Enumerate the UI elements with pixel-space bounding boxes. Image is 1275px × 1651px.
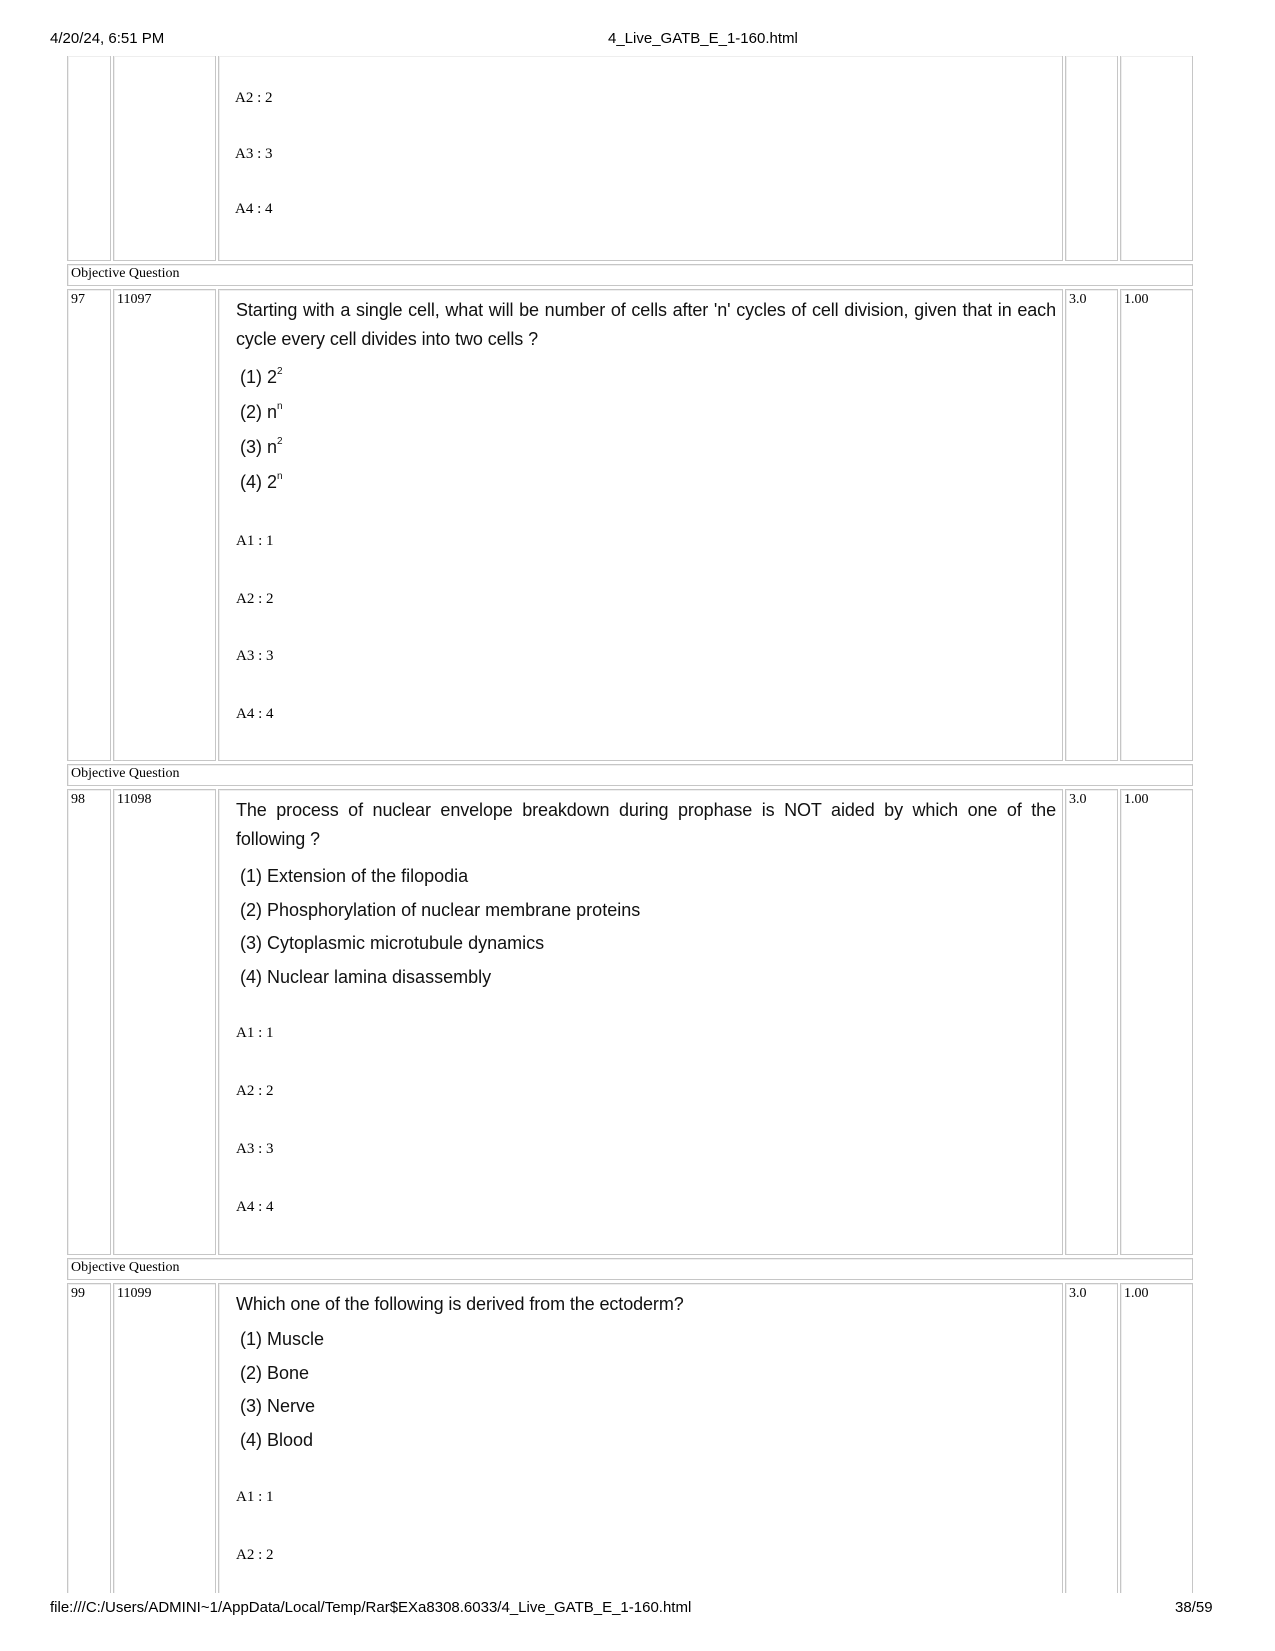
question-marks: 3.0 [1069,292,1087,307]
option-label: (2) n [240,402,278,422]
prev-answer-3: A3 : 3 [235,146,273,162]
prev-question-cell [218,56,1063,261]
option-exponent: n [277,401,283,412]
answer-1: A1 : 1 [236,1489,274,1505]
marks-cell [1065,789,1118,1255]
option-exponent: n [277,471,283,482]
question-negative-marks: 1.00 [1124,792,1149,807]
option-2: (2) Bone [240,1363,310,1383]
answer-3: A3 : 3 [236,1141,274,1157]
option-1 [240,366,283,388]
question-id: 11097 [117,292,152,307]
qid-cell [113,289,216,761]
question-id: 11098 [117,792,152,807]
sno-cell [67,289,111,761]
answer-4: A4 : 4 [236,706,274,722]
question-sno: 98 [71,792,85,807]
question-marks: 3.0 [1069,1286,1087,1301]
prev-answer-2: A2 : 2 [235,90,273,106]
qid-cell [113,1283,216,1593]
prev-qid-cell [113,56,216,261]
option-4: (4) Nuclear lamina disassembly [240,967,492,987]
answer-2: A2 : 2 [236,1083,274,1099]
section-label: Objective Question [71,1260,180,1275]
section-label: Objective Question [71,266,180,281]
negative-marks-cell [1120,289,1193,761]
section-label-row [67,264,1193,286]
section-label-row [67,1258,1193,1280]
answer-3: A3 : 3 [236,648,274,664]
print-datetime: 4/20/24, 6:51 PM [50,30,165,47]
answer-4: A4 : 4 [236,1199,274,1215]
option-3: (3) Nerve [240,1396,316,1416]
answer-2: A2 : 2 [236,591,274,607]
option-exponent: 2 [277,436,283,447]
question-marks: 3.0 [1069,792,1087,807]
sno-cell [67,789,111,1255]
option-4: (4) Blood [240,1430,314,1450]
option-2: (2) Phosphorylation of nuclear membrane proteins [240,900,641,920]
question-negative-marks: 1.00 [1124,1286,1149,1301]
print-title: 4_Live_GATB_E_1-160.html [608,30,798,47]
answer-2: A2 : 2 [236,1547,274,1563]
question-cell [218,289,1063,761]
answer-1: A1 : 1 [236,533,274,549]
prev-negative-cell [1120,56,1193,261]
question-id: 11099 [117,1286,152,1301]
question-text: Which one of the following is derived from the ectoderm? [236,1294,684,1314]
question-text: Starting with a single cell, what will be number of cells after 'n' cycles of cell division, given that in each cycle every cell divides into two cells ? [236,300,1056,349]
answer-1: A1 : 1 [236,1025,274,1041]
option-label: (1) 2 [240,367,278,387]
option-4 [240,471,283,493]
prev-sno-cell [67,56,111,261]
question-sno: 97 [71,292,85,307]
option-1: (1) Extension of the filopodia [240,866,469,886]
option-exponent: 2 [277,366,283,377]
marks-cell [1065,1283,1118,1593]
section-label-row [67,764,1193,786]
option-3 [240,436,283,458]
marks-cell [1065,289,1118,761]
sno-cell [67,1283,111,1593]
option-label: (3) n [240,437,278,457]
negative-marks-cell [1120,1283,1193,1593]
question-text: The process of nuclear envelope breakdown during prophase is NOT aided by which one of the following ? [236,800,1056,849]
option-2 [240,401,283,423]
question-cell [218,789,1063,1255]
option-3: (3) Cytoplasmic microtubule dynamics [240,933,545,953]
print-file-path: file:///C:/Users/ADMINI~1/AppData/Local/Temp/Rar$EXa8308.6033/4_Live_GATB_E_1-160.html [50,1599,692,1616]
option-1: (1) Muscle [240,1329,325,1349]
qid-cell [113,789,216,1255]
negative-marks-cell [1120,789,1193,1255]
question-cell [218,1283,1063,1593]
section-label: Objective Question [71,766,180,781]
question-negative-marks: 1.00 [1124,292,1149,307]
option-label: (4) 2 [240,472,278,492]
question-sno: 99 [71,1286,85,1301]
print-page-number: 38/59 [1175,1599,1213,1616]
prev-marks-cell [1065,56,1118,261]
prev-answer-4: A4 : 4 [235,201,273,217]
